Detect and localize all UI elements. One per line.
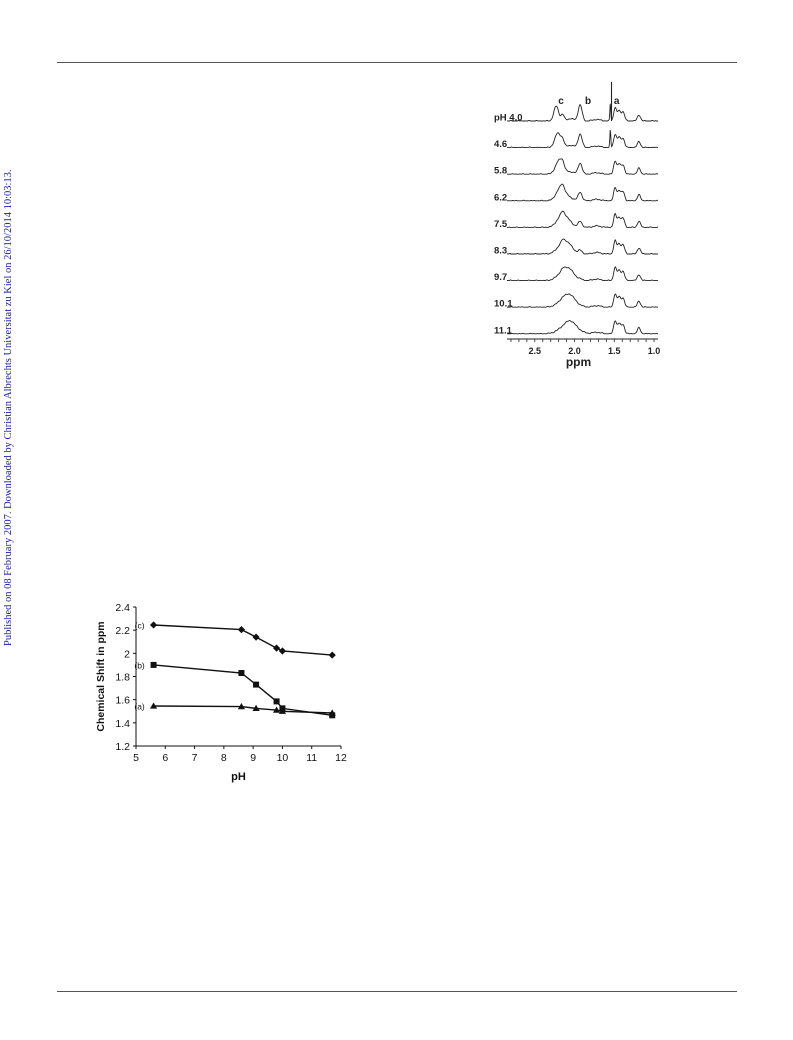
series-label: (a) [134,701,145,712]
data-point [329,651,336,658]
header-rule [57,62,737,63]
series-label: (b) [134,660,145,671]
nmr-spectrum-label: 8.3 [494,245,508,257]
nmr-tick-label: 1.5 [608,346,621,356]
x-tick-label: 8 [220,752,227,764]
x-axis-title: pH [231,771,246,783]
x-tick-label: 12 [335,752,347,764]
nmr-spectrum-trace [507,184,658,201]
x-tick-label: 11 [306,752,318,764]
data-point [238,626,245,633]
data-point [274,698,280,704]
nmr-spectrum-label: 7.5 [494,218,508,230]
nmr-tick-label: 2.0 [568,346,581,356]
nmr-spectrum-trace [507,267,658,281]
chemical-shift-chart [90,598,360,790]
nmr-tick-label: 1.0 [647,346,661,356]
nmr-peak-label: a [613,96,620,107]
y-tick-label: 1.8 [115,671,130,684]
nmr-peak-label: b [585,96,592,107]
x-tick-label: 9 [250,752,257,764]
nmr-peak-label: c [558,96,564,107]
y-axis-title: Chemical Shift in ppm [95,621,107,732]
nmr-spectrum-label: 4.6 [494,139,508,151]
y-tick-label: 2.4 [115,602,130,614]
data-point [151,662,157,668]
nmr-spectrum-label: 11.1 [494,325,512,337]
nmr-spectrum-label: pH 4.0 [494,112,523,124]
data-point [253,682,259,688]
nmr-spectrum-label: 10.1 [494,298,513,310]
y-tick-label: 2 [124,648,130,661]
nmr-spectrum-trace [507,104,658,121]
nmr-spectrum-trace [507,130,658,148]
nmr-spectrum-trace [507,211,658,227]
data-point [273,645,280,652]
y-tick-label: 1.6 [115,694,130,707]
nmr-spectrum-trace [507,294,658,307]
nmr-spectrum-label: 5.8 [494,165,508,177]
nmr-tick-label: 2.5 [528,346,542,356]
nmr-spectrum-label: 9.7 [494,272,508,284]
nmr-x-axis-label: ppm [565,355,592,369]
y-tick-label: 1.4 [115,717,130,730]
data-point [252,634,259,641]
nmr-spectrum-trace [507,239,658,254]
series-label: (c) [134,620,145,631]
data-point [238,670,244,676]
y-tick-label: 1.2 [115,741,130,753]
nmr-spectrum-trace [507,159,658,174]
data-point [150,621,157,628]
y-tick-label: 2.2 [115,625,130,638]
x-tick-label: 5 [133,752,139,764]
nmr-spectrum-trace [507,321,658,334]
x-tick-label: 10 [276,752,289,764]
nmr-spectrum-label: 6.2 [494,192,508,204]
x-tick-label: 6 [162,752,169,764]
download-watermark-text: Published on 08 February 2007. Downloaded by Christian Albrechts Universitat zu Kiel on 26/10/2014 10:03:13. [3,169,14,646]
x-tick-label: 7 [191,752,198,764]
data-point [279,647,286,654]
nmr-spectra-figure [480,80,670,372]
footer-rule [57,991,737,992]
download-watermark [3,158,19,646]
